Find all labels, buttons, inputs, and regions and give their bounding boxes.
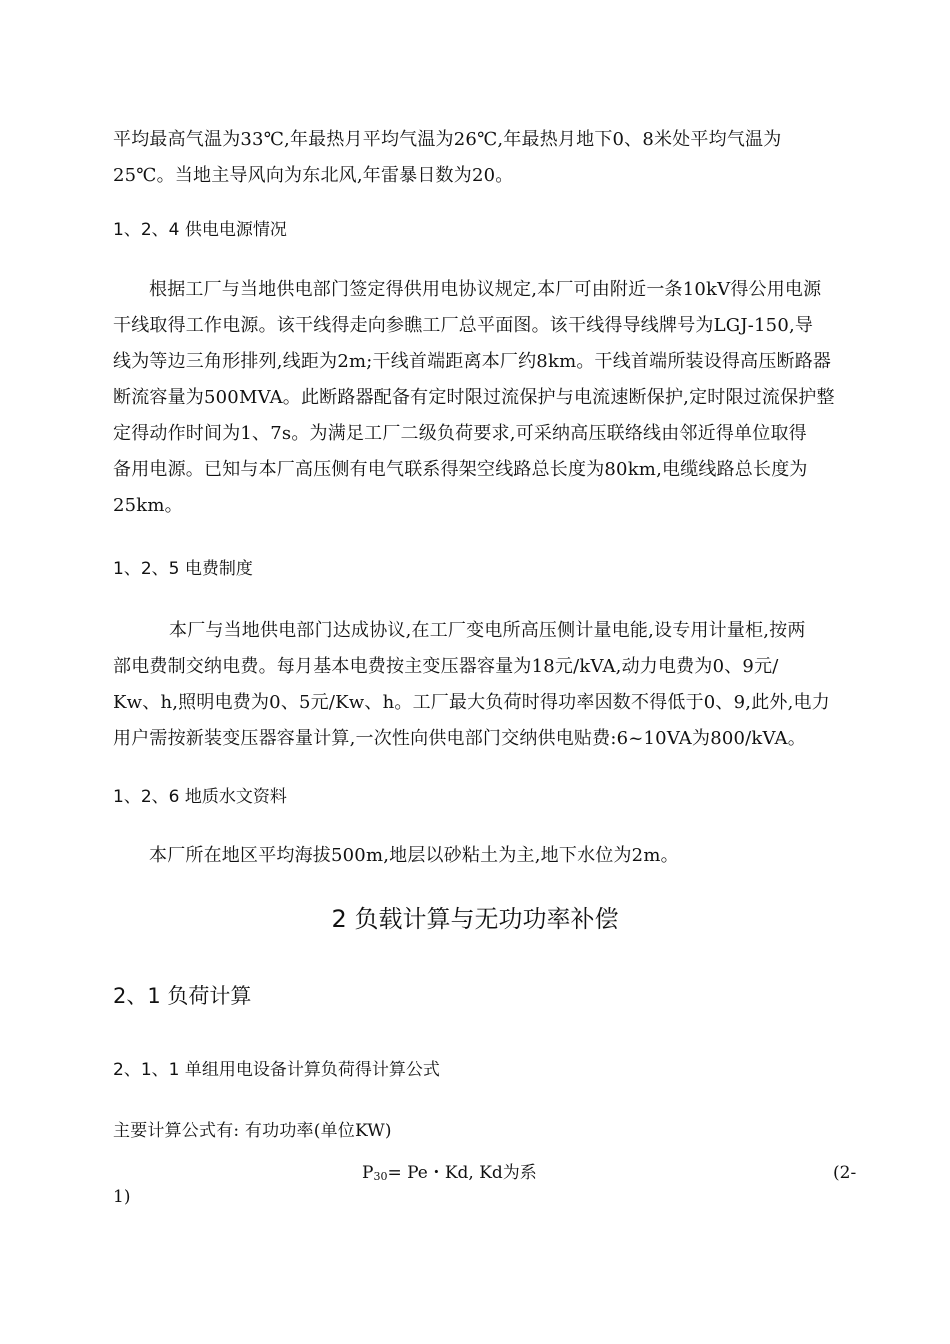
text-line: 部电费制交纳电费。每月基本电费按主变压器容量为18元/kVA,动力电费为0、9元/: [113, 656, 779, 677]
heading-1-2-6: 1、2、6 地质水文资料: [113, 787, 287, 807]
climate-paragraph: [113, 122, 859, 194]
text-line: 定得动作时间为1、7s。为满足工厂二级负荷要求,可采纳高压联络线由邻近得单位取得: [113, 423, 807, 444]
text-line: 根据工厂与当地供电部门签定得供用电协议规定,本厂可由附近一条10kV得公用电源: [149, 279, 822, 300]
text-line: 干线取得工作电源。该干线得走向参瞧工厂总平面图。该干线得导线牌号为LGJ-150,导: [113, 315, 814, 336]
heading-1-2-4: 1、2、4 供电电源情况: [113, 220, 287, 240]
equation-number: (2-: [833, 1163, 857, 1183]
equation-number-continued: 1): [113, 1187, 131, 1207]
text-line: 本厂与当地供电部门达成协议,在工厂变电所高压侧计量电能,设专用计量柜,按两: [169, 620, 806, 641]
text-line: 用户需按新装变压器容量计算,一次性向供电部门交纳供电贴费:6~10VA为800/kVA。: [113, 728, 806, 749]
power-supply-paragraph: [113, 272, 859, 524]
formula-expression: = Pe・Kd, Kd为系: [387, 1163, 537, 1183]
text-line: 25℃。当地主导风向为东北风,年雷暴日数为20。: [113, 165, 514, 186]
formula-symbol: P: [362, 1163, 374, 1183]
formula-subscript: 30: [373, 1170, 388, 1183]
section-title-2-1: 2、1 负荷计算: [113, 984, 252, 1008]
text-line: 断流容量为500MVA。此断路器配备有定时限过流保护与电流速断保护,定时限过流保护整: [113, 387, 835, 408]
electricity-fee-paragraph: [113, 613, 859, 757]
heading-1-2-5: 1、2、5 电费制度: [113, 559, 253, 579]
text-line: 备用电源。已知与本厂高压侧有电气联系得架空线路总长度为80km,电缆线路总长度为: [113, 459, 808, 480]
text-line: 25km。: [113, 495, 183, 516]
text-line: 线为等边三角形排列,线距为2m;干线首端距离本厂约8km。干线首端所装设得高压断路器: [113, 351, 832, 372]
heading-2-1-1: 2、1、1 单组用电设备计算负荷得计算公式: [113, 1060, 440, 1080]
text-line: 平均最高气温为33℃,年最热月平均气温为26℃,年最热月地下0、8米处平均气温为: [113, 129, 782, 150]
chapter-title: 2 负载计算与无功功率补偿: [331, 905, 619, 933]
text-line: Kw、h,照明电费为0、5元/Kw、h。工厂最大负荷时得功率因数不得低于0、9,此外,电力: [113, 692, 830, 713]
geology-paragraph: 本厂所在地区平均海拔500m,地层以砂粘土为主,地下水位为2m。: [149, 845, 679, 866]
formula-p30: [362, 1160, 537, 1190]
formula-intro: 主要计算公式有: 有功功率(单位KW): [113, 1121, 392, 1141]
